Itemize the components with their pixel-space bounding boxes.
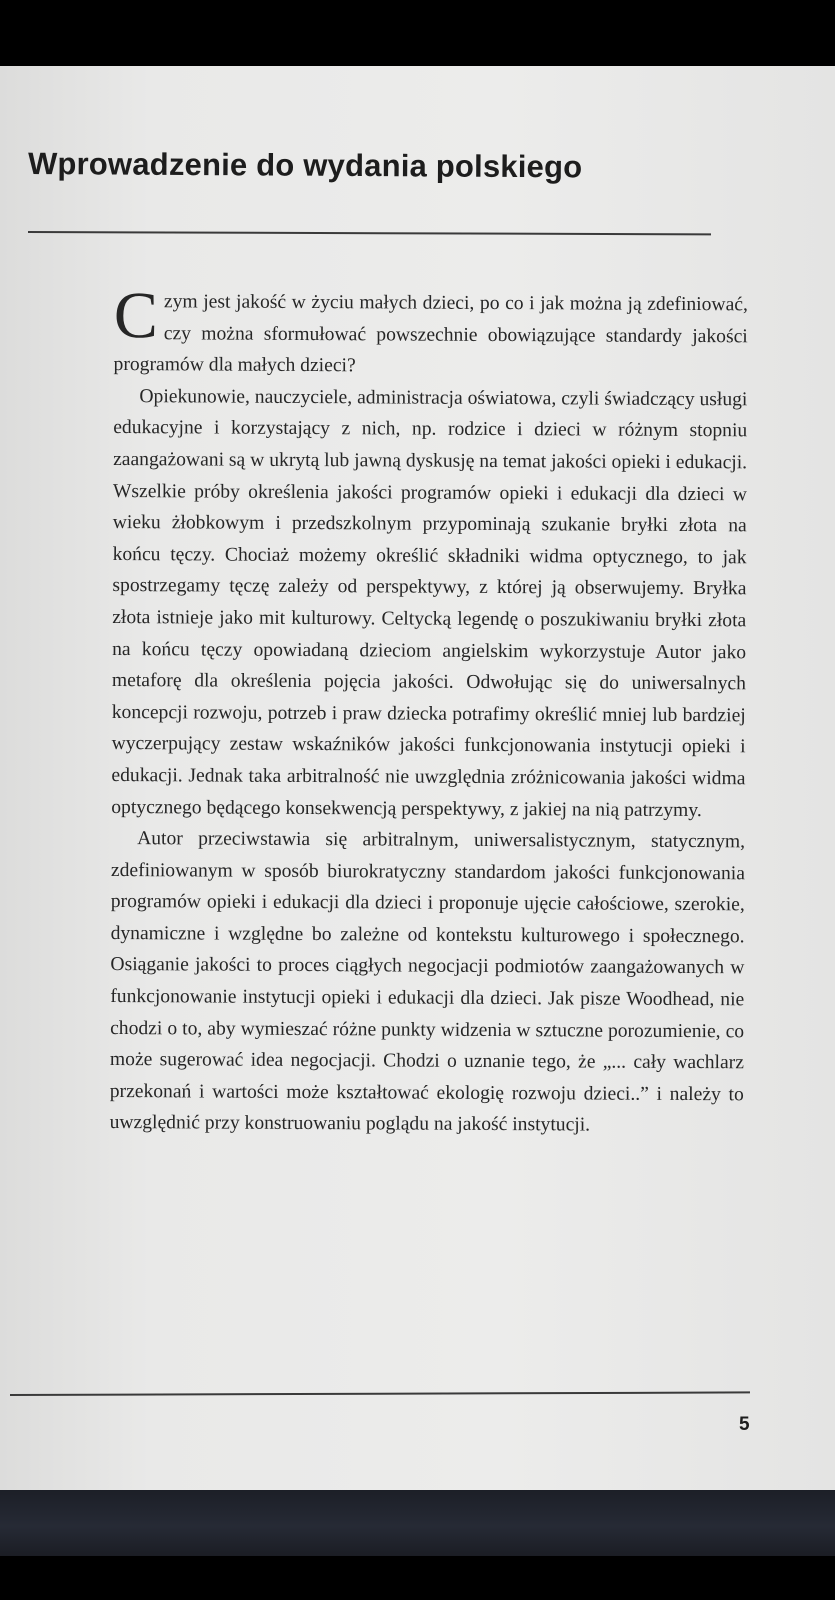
desk-surface	[0, 1490, 835, 1556]
paragraph-3: Autor przeciwstawia się arbitralnym, uniwersalistycznym, statycznym, zdefiniowanym w sposób biurokratyczny standardom jakości funkcjonowania programów opieki i edukacji dla dzieci i proponuje ujęcie całościowe, szerokie, dynamiczne i względne bo zależne od kontekstu kulturowego i społecznego. Osiąganie jakości to proces ciągłych negocjacji podmiotów zaangażowanych w funkcjonowanie instytucji opieki i edukacji dla dzieci. Jak pisze Woodhead, nie chodzi o to, aby wymieszać różne punkty widzenia w sztuczne porozumienie, co może sugerować idea negocjacji. Chodzi o uznanie tego, że „... cały wachlarz przekonań i wartości może kształtować ekologię rozwoju dzieci..” i należy to uwzględnić przy konstruowaniu poglądu na jakość instytucji.	[109, 828, 746, 1136]
body-text	[109, 279, 748, 1142]
bottom-black-bar	[0, 1556, 835, 1600]
top-black-bar	[0, 0, 835, 66]
page-number: 5	[739, 1414, 750, 1435]
paragraph-1-text: zym jest jakość w życiu małych dzieci, po co i jak można ją zdefiniować, czy można sformułować powszechnie obowiązujące standardy jakości programów dla małych dzieci?	[113, 291, 748, 377]
paragraph-1	[113, 279, 748, 384]
chapter-heading: Wprowadzenie do wydania polskiego	[27, 146, 583, 185]
paragraph-2: Opiekunowie, nauczyciele, administracja oświatowa, czyli świadczący usługi edukacyjne i korzystający z nich, np. rodzice i dzieci w różnym stopniu zaangażowani są w ukrytą lub jawną dyskusję na temat jakości opieki i edukacji. Wszelkie próby określenia jakości programów opieki i edukacji dla dzieci w wieku żłobkowym i przedszkolnym przypominają szukanie bryłki złota na końcu tęczy. Chociaż możemy określić składniki widma optycznego, to jak spostrzegamy tęczę zależy od perspektywy, z której ją obserwujemy. Bryłka złota istnieje jako mit kulturowy. Celtycką legendę o poszukiwaniu bryłki złota na końcu tęczy opowiadaną dzieciom angielskim wykorzystuje Autor jako metaforę dla określenia pojęcia jakości. Odwołując się do uniwersalnych koncepcji rozwoju, potrzeb i praw dziecka potrafimy określić mniej lub bardziej wyczerpujący zestaw wskaźników jakości funkcjonowania instytucji opieki i edukacji. Jednak taka arbitralność nie uwzględnia zróżnicowania jakości widma optycznego będącego konsekwencją perspektywy, z jakiej na nią patrzymy.	[111, 385, 748, 821]
drop-cap: C	[113, 279, 159, 353]
